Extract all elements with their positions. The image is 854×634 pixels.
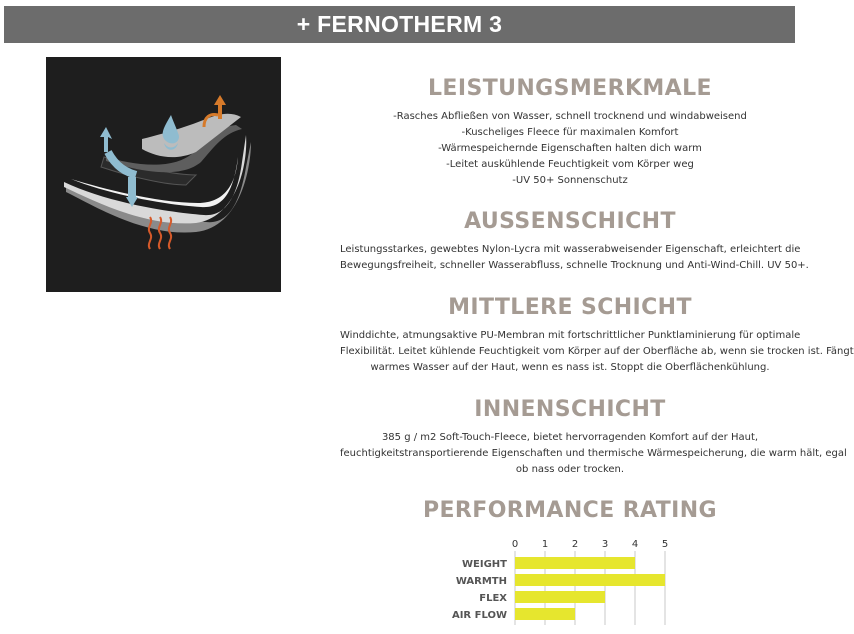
chart-category-label: WEIGHT: [462, 559, 507, 570]
outer-layer-section: [340, 208, 809, 274]
chart-tick-label: 5: [661, 539, 669, 550]
chart-tick-label: 4: [631, 539, 639, 550]
inner-layer-line: ob nass oder trocken.: [515, 464, 625, 475]
outer-layer-line: Leistungsstarkes, gewebtes Nylon-Lycra mit wasserabweisender Eigenschaft, erleichtert die: [340, 244, 801, 255]
feature-line: -Leitet auskühlende Feuchtigkeit vom Körper weg: [446, 159, 694, 170]
chart-tick-label: 2: [571, 539, 579, 550]
outer-layer-line: Bewegungsfreiheit, schneller Wasserabfluss, schnelle Trocknung und Anti-Wind-Chill. UV 50+.: [340, 260, 809, 271]
product-title-banner: + FERNOTHERM 3: [4, 6, 795, 43]
feature-line: -Rasches Abfließen von Wasser, schnell trocknend und windabweisend: [393, 111, 747, 122]
performance-rating-title: PERFORMANCE RATING: [422, 498, 718, 523]
chart-category-label: FLEX: [479, 593, 507, 604]
middle-layer-title: MITTLERE SCHICHT: [448, 295, 692, 320]
chart-bar: [515, 608, 575, 620]
performance-chart-svg: [445, 535, 695, 630]
inner-layer-section: [340, 396, 847, 478]
inner-layer-title: INNENSCHICHT: [474, 397, 666, 422]
performance-rating-section: [340, 497, 800, 525]
chart-category-label: WARMTH: [455, 576, 507, 587]
feature-line: -Wärmespeichernde Eigenschaften halten dich warm: [438, 143, 702, 154]
fabric-layers-image: [46, 57, 281, 292]
middle-layer-line: warmes Wasser auf der Haut, wenn es nass ist. Stoppt die Oberflächenkühlung.: [370, 362, 770, 373]
feature-line: -UV 50+ Sonnenschutz: [512, 175, 628, 186]
middle-layer-line: Flexibilität. Leitet kühlende Feuchtigkeit vom Körper auf der Oberfläche ab, wenn sie trocken ist. Fängt: [340, 346, 854, 357]
feature-line: -Kuscheliges Fleece für maximalen Komfort: [461, 127, 679, 138]
chart-tick-label: 1: [541, 539, 549, 550]
chart-tick-label: 3: [601, 539, 609, 550]
features-section: [340, 75, 800, 189]
fabric-layers-illustration: [46, 57, 281, 292]
features-title: LEISTUNGSMERKMALE: [428, 76, 712, 101]
performance-rating-chart: [445, 535, 695, 630]
chart-bar: [515, 574, 665, 586]
middle-layer-section: [340, 294, 854, 376]
chart-bar: [515, 557, 635, 569]
chart-tick-label: 0: [511, 539, 519, 550]
middle-layer-line: Winddichte, atmungsaktive PU-Membran mit fortschrittlicher Punktlaminierung für optimale: [340, 330, 801, 341]
chart-bar: [515, 591, 605, 603]
outer-layer-title: AUSSENSCHICHT: [464, 209, 676, 234]
inner-layer-line: feuchtigkeitstransportierende Eigenschaften und thermische Wärmespeicherung, die warm hält, egal: [340, 448, 847, 459]
chart-category-label: AIR FLOW: [451, 610, 507, 621]
inner-layer-line: 385 g / m2 Soft-Touch-Fleece, bietet hervorragenden Komfort auf der Haut,: [381, 432, 759, 443]
